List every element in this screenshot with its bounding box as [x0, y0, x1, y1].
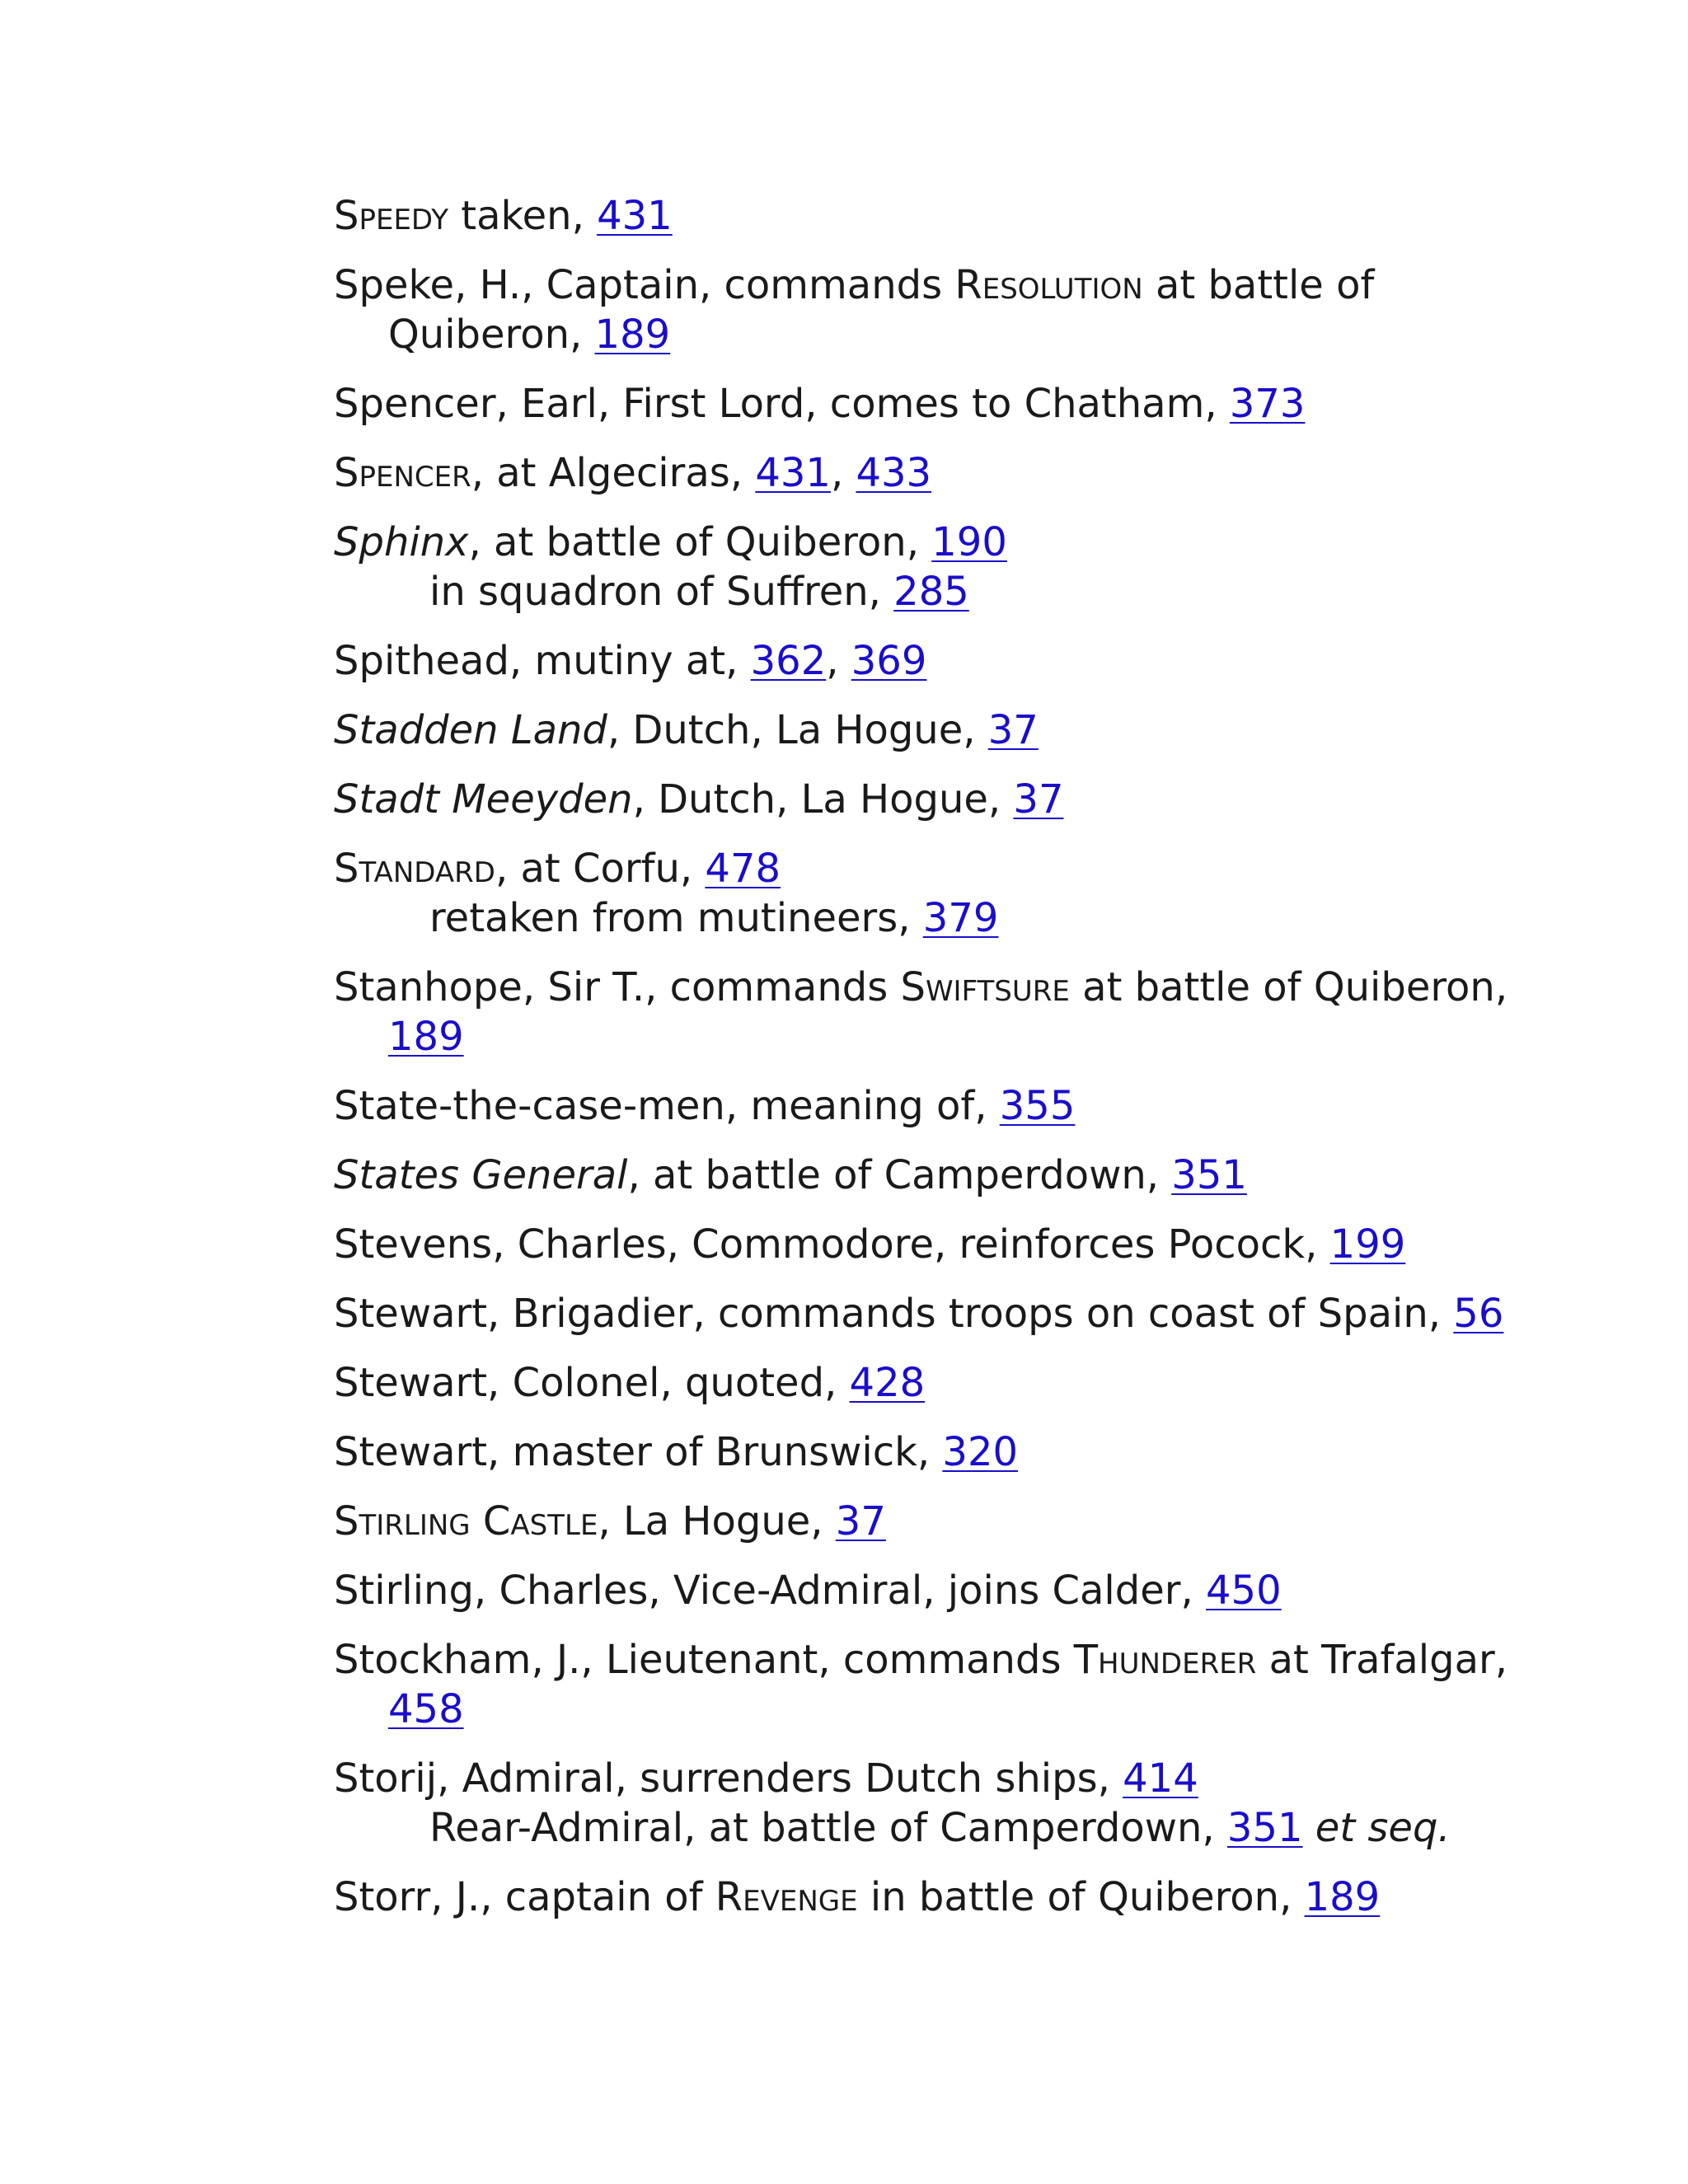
entry-text-cont: at battle of Quiberon,: [1069, 964, 1508, 1010]
index-entry-stanhope: [334, 963, 1554, 1062]
page-link[interactable]: 431: [755, 450, 831, 496]
page-link[interactable]: 56: [1453, 1291, 1504, 1337]
page-link[interactable]: 189: [594, 312, 671, 358]
entry-text: Stevens, Charles, Commodore, reinforces Pocock,: [334, 1221, 1330, 1268]
page-link[interactable]: 199: [1329, 1221, 1406, 1268]
separator: ,: [826, 638, 851, 684]
ship-name: States General: [334, 1152, 628, 1198]
index-entry-stadt-meeyden: [334, 775, 1554, 824]
entry-text: , at Algeciras,: [471, 450, 756, 496]
index-entry-spithead: [334, 636, 1554, 686]
entry-text: Stewart, Brigadier, commands troops on coast of Spain,: [334, 1291, 1454, 1337]
page-link[interactable]: 369: [851, 638, 927, 684]
page-link[interactable]: 458: [388, 1686, 464, 1732]
entry-text: Stirling, Charles, Vice-Admiral, joins Calder,: [334, 1568, 1207, 1614]
entry-text: , at battle of Quiberon,: [468, 519, 932, 565]
entry-text: , at battle of Camperdown,: [627, 1152, 1172, 1198]
page-link[interactable]: 189: [388, 1014, 464, 1060]
ship-name: Spencer: [334, 450, 471, 496]
index-entry-storij: [334, 1754, 1554, 1853]
page-link[interactable]: 285: [893, 569, 969, 615]
index-entry-sphinx: [334, 518, 1554, 616]
index-entry-spencer-earl: [334, 379, 1554, 429]
page-link[interactable]: 355: [999, 1083, 1076, 1129]
sub-entry-text: in squadron of Suffren,: [429, 569, 894, 615]
index-entry-stirling-charles: [334, 1566, 1554, 1615]
page-link[interactable]: 189: [1304, 1874, 1381, 1920]
index-entry-speedy: [334, 191, 1554, 241]
page-link[interactable]: 428: [849, 1360, 926, 1406]
entry-text: Storr, J., captain of: [334, 1874, 715, 1920]
entry-text: Speke, H., Captain, commands: [334, 262, 955, 308]
ship-name: Speedy: [334, 193, 449, 239]
index-entry-state-the-case-men: [334, 1081, 1554, 1131]
page-link[interactable]: 450: [1206, 1568, 1282, 1614]
index-entry-standard: [334, 844, 1554, 943]
entry-text: Spithead, mutiny at,: [334, 638, 751, 684]
sub-entry: [388, 567, 1554, 616]
page-link[interactable]: 379: [922, 895, 999, 941]
index-entry-stockham: [334, 1635, 1554, 1734]
page-link[interactable]: 478: [705, 846, 781, 892]
page-link[interactable]: 373: [1229, 381, 1306, 427]
page-link[interactable]: 351: [1171, 1152, 1247, 1198]
entry-text: , at Corfu,: [495, 846, 706, 892]
ship-name: Stadt Meeyden: [334, 776, 633, 823]
sub-entry: [388, 1803, 1554, 1853]
ship-name: Sphinx: [334, 519, 469, 565]
ship-name: Revenge: [715, 1874, 858, 1920]
index-entry-speke: [334, 260, 1554, 359]
entry-text-cont: at Trafalgar,: [1256, 1637, 1507, 1683]
page-link[interactable]: 37: [835, 1498, 886, 1544]
entry-text: taken,: [448, 193, 598, 239]
ship-name: Thunderer: [1073, 1637, 1257, 1683]
entry-text: Stanhope, Sir T., commands: [334, 964, 901, 1010]
page-link[interactable]: 37: [1013, 776, 1064, 823]
index-entry-states-general: [334, 1151, 1554, 1200]
entry-text-cont: at battle of Quiberon,: [388, 262, 1375, 358]
page-link[interactable]: 351: [1226, 1805, 1303, 1851]
index-entry-spencer-ship: [334, 448, 1554, 498]
entry-text: Spencer, Earl, First Lord, comes to Chatham,: [334, 381, 1230, 427]
page-link[interactable]: 190: [931, 519, 1007, 565]
page-link[interactable]: 362: [750, 638, 827, 684]
et-seq-text: et seq.: [1302, 1805, 1451, 1851]
index-entry-stadden-land: [334, 705, 1554, 755]
index-entry-storr: [334, 1872, 1554, 1922]
page-link[interactable]: 37: [987, 707, 1039, 753]
ship-name: Stadden Land: [334, 707, 607, 753]
ship-name: Stirling Castle: [334, 1498, 598, 1544]
ship-name: Swiftsure: [900, 964, 1070, 1010]
index-page: [334, 191, 1554, 1942]
entry-text: , Dutch, La Hogue,: [607, 707, 988, 753]
index-entry-stewart-brigadier: [334, 1289, 1554, 1338]
entry-text-cont: in battle of Quiberon,: [857, 1874, 1305, 1920]
index-entry-stirling-castle: [334, 1497, 1554, 1546]
ship-name: Standard: [334, 846, 495, 892]
page-link[interactable]: 431: [597, 193, 673, 239]
separator: ,: [830, 450, 856, 496]
sub-entry-text: retaken from mutineers,: [429, 895, 923, 941]
page-link[interactable]: 414: [1123, 1755, 1198, 1802]
page-link[interactable]: 433: [856, 450, 932, 496]
entry-text: Stewart, master of Brunswick,: [334, 1429, 943, 1475]
entry-text: Stockham, J., Lieutenant, commands: [334, 1637, 1074, 1683]
entry-text: , La Hogue,: [598, 1498, 836, 1544]
sub-entry-text: Rear-Admiral, at battle of Camperdown,: [429, 1805, 1227, 1851]
entry-text: State-the-case-men, meaning of,: [334, 1083, 1000, 1129]
entry-text: Storij, Admiral, surrenders Dutch ships,: [334, 1755, 1123, 1802]
ship-name: Resolution: [954, 262, 1143, 308]
index-entry-stewart-master: [334, 1427, 1554, 1477]
entry-text: Stewart, Colonel, quoted,: [334, 1360, 850, 1406]
index-entry-stewart-colonel: [334, 1358, 1554, 1408]
page-link[interactable]: 320: [942, 1429, 1019, 1475]
sub-entry: [388, 893, 1554, 943]
index-entry-stevens: [334, 1220, 1554, 1269]
entry-text: , Dutch, La Hogue,: [632, 776, 1014, 823]
